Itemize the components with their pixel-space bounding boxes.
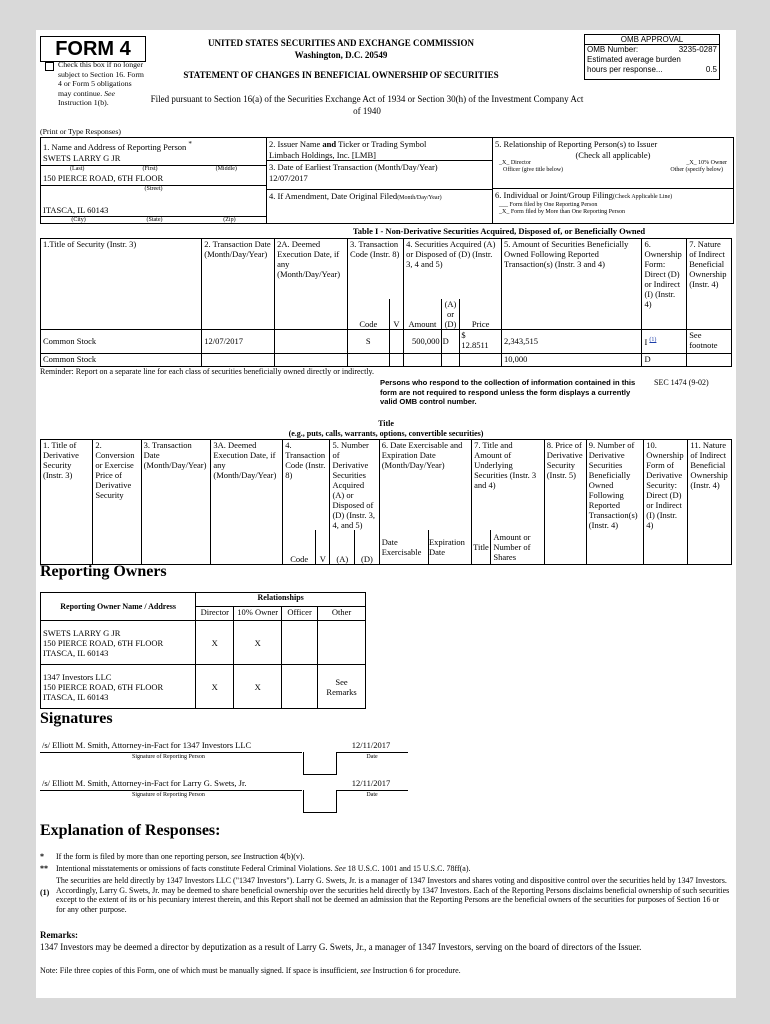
t1-r0-deemed — [275, 329, 348, 353]
t1-r1-price — [460, 353, 502, 366]
sig-line — [40, 790, 302, 791]
owner-0-director: X — [196, 621, 234, 665]
filed-pursuant: Filed pursuant to Section 16(a) of the Securities Exchange Act of 1934 or Section 30(h) of the Investment Company Act of 1940 — [150, 94, 584, 116]
table2 — [40, 439, 732, 565]
form-title: FORM 4 — [55, 38, 131, 60]
remarks-label: Remarks: — [40, 930, 78, 940]
city-address[interactable]: ITASCA, IL 60143 — [43, 204, 109, 215]
sig-line — [40, 752, 302, 753]
t1-code: Code — [347, 299, 389, 330]
note-star-see: see — [231, 852, 242, 861]
note-star — [40, 852, 730, 862]
note-star-mark: * — [40, 852, 44, 861]
amendment-box — [266, 189, 493, 224]
omb-hours-label: hours per response... — [587, 65, 663, 74]
issuer-box — [266, 137, 493, 161]
t1-r0-price-sym: $ — [461, 329, 466, 340]
t2-date-ex: Date Exercisable — [379, 530, 428, 564]
no-longer-subject-checkbox[interactable] — [45, 62, 54, 71]
col-ten-pct: 10% Owner — [234, 607, 282, 621]
t2-h3a: 3A. Deemed Execution Date, if any (Month/Day/Year) — [211, 440, 283, 565]
box4-label-text: 4. If Amendment, Date Original Filed — [269, 191, 398, 201]
box6-label-text: 6. Individual or Joint/Group Filing — [495, 190, 613, 200]
t1-r0-price: 12.8511 — [461, 339, 489, 350]
table1-title: Table I - Non-Derivative Securities Acquired, Disposed of, or Beneficially Owned — [352, 226, 646, 236]
t1-r0-form-cell — [642, 329, 687, 353]
t2-h10: 10. Ownership Form of Derivative Security: Direct (D) or Indirect (I) (Instr. 4) — [644, 440, 688, 565]
sig-line — [336, 790, 408, 791]
owner-1-ten: X — [234, 665, 282, 709]
first-sublabel: (First) — [142, 165, 158, 172]
box1-star: * — [188, 140, 192, 148]
ten-pct-check[interactable]: _X_ 10% Owner — [686, 160, 727, 166]
t1-r0-nature: See footnote — [687, 329, 732, 353]
signature-0-text: /s/ Elliott M. Smith, Attorney-in-Fact for 1347 Investors LLC — [42, 740, 252, 750]
omb-title: OMB APPROVAL — [585, 35, 719, 45]
officer-check[interactable]: Officer (give title below) — [503, 167, 564, 173]
footnote-1-mark: (1) — [40, 888, 50, 897]
t1-r0-code: S — [347, 329, 389, 353]
t1-r1-owned: 10,000 — [501, 353, 641, 366]
check-instr: Instruction 1(b). — [58, 98, 109, 107]
col-other: Other — [318, 607, 366, 621]
box6-label-small: (Check Applicable Line) — [612, 194, 673, 200]
box1-label — [41, 138, 266, 153]
owner-0-city: ITASCA, IL 60143 — [43, 647, 109, 658]
box4-label-small: (Month/Day/Year) — [397, 195, 442, 201]
issuer-name[interactable]: Limbach Holdings, Inc. [LMB] — [269, 150, 376, 160]
owner-1-director: X — [196, 665, 234, 709]
box5-label: 5. Relationship of Reporting Person(s) to Issuer — [495, 139, 658, 149]
reporting-person-name[interactable]: SWETS LARRY G JR — [43, 152, 121, 163]
table2-subtitle: (e.g., puts, calls, warrants, options, convertible securities) — [288, 429, 484, 438]
form-page — [36, 30, 736, 998]
earliest-transaction-date[interactable]: 12/07/2017 — [269, 173, 308, 183]
note-double-star-see: See — [334, 864, 346, 873]
t1-r1-v — [389, 353, 404, 366]
box2-label — [267, 138, 492, 150]
signature-0-date-label: Date — [366, 754, 378, 760]
t2-a: (A) — [330, 530, 355, 564]
middle-sublabel: (Middle) — [215, 165, 237, 172]
t1-r1-deemed — [275, 353, 348, 366]
state-sublabel: (State) — [146, 216, 163, 223]
file-note-b: Instruction 6 for procedure. — [372, 966, 461, 975]
t1-h5: 5. Amount of Securities Beneficially Owned Following Reported Transaction(s) (Instr. 3 and 4) — [501, 239, 641, 330]
other-check[interactable]: Other (specify below) — [670, 167, 723, 173]
footnote-1 — [40, 876, 730, 914]
t1-r1-form: D — [642, 353, 687, 366]
table-row — [41, 353, 732, 366]
no-longer-subject-label — [58, 60, 144, 108]
relationship-box — [492, 137, 734, 189]
t1-h4: 4. Securities Acquired (A) or Disposed of (D) (Instr. 3, 4 and 5) — [404, 239, 502, 299]
agency-city: Washington, D.C. 20549 — [294, 50, 388, 60]
owner-1-address — [41, 665, 196, 709]
director-check[interactable]: _X_ Director — [499, 160, 531, 166]
multi-person-option[interactable]: _X_ Form filed by More than One Reporting Person — [499, 209, 625, 215]
owner-0-other — [318, 621, 366, 665]
t2-h4: 4. Transaction Code (Instr. 8) — [283, 440, 330, 531]
footnote-1-text: The securities are held directly by 1347 Investors LLC ("1347 Investors"). Larry G. Swets, Jr. is a manager of 1347 Investors and shares voting and dispositive control over the securities held by 1347 Investors. Accordingly, Larry G. Swets, Jr. may be deemed to share beneficial ownership over the securities held directly by 1347 Investors. Each of the Reporting Persons disclaims beneficial ownership of such securities except to the extent of its or his pecuniary interest therein, and this Report shall not be deemed an admission that the Reporting Persons are the beneficial owners of the securities for purposes of Section 16 or for any other purpose. — [56, 876, 730, 914]
t2-h11: 11. Nature of Indirect Beneficial Ownership (Instr. 4) — [688, 440, 732, 565]
file-note-a: Note: File three copies of this Form, one of which must be manually signed. If space is insufficient, — [40, 966, 359, 975]
t2-h1: 1. Title of Derivative Security (Instr. 3) — [41, 440, 93, 565]
note-double-star-a: Intentional misstatements or omissions of facts constitute Federal Criminal Violations. — [56, 864, 333, 873]
t1-r1-nature — [687, 353, 732, 366]
t1-r0-title: Common Stock — [41, 329, 202, 353]
city-sublabels — [41, 216, 266, 224]
persons-respond: Persons who respond to the collection of information contained in this form are not required to respond unless the form displays a currently valid OMB control number. — [380, 378, 636, 406]
box5-sub: (Check all applicable) — [575, 150, 651, 160]
omb-number: 3235-0287 — [678, 45, 717, 54]
t2-title-col: Title — [472, 530, 491, 564]
sig-bracket — [303, 752, 337, 775]
col-director: Director — [196, 607, 234, 621]
signature-1-date-label: Date — [366, 792, 378, 798]
box1-label-text: 1. Name and Address of Reporting Person — [43, 141, 187, 152]
t1-h2a: 2A. Deemed Execution Date, if any (Month/Day/Year) — [275, 239, 348, 330]
reporting-owners-heading: Reporting Owners — [40, 563, 167, 580]
col-officer: Officer — [282, 607, 318, 621]
filing-type-box — [492, 188, 734, 224]
agency-name: UNITED STATES SECURITIES AND EXCHANGE COMMISSION — [208, 38, 474, 48]
t1-h3: 3. Transaction Code (Instr. 8) — [347, 239, 403, 299]
check-label-text: Check this box if no longer subject to Section 16. Form 4 or Form 5 obligations may continue. — [58, 60, 144, 98]
omb-hours: 0.5 — [705, 65, 717, 74]
omb-hours-row — [585, 65, 719, 75]
t2-amt-num: Amount or Number of Shares — [491, 530, 544, 564]
t2-h7: 7. Title and Amount of Underlying Securities (Instr. 3 and 4) — [472, 440, 545, 531]
sig-line — [336, 752, 408, 753]
explanation-heading: Explanation of Responses: — [40, 822, 221, 839]
street-sublabel: (Street) — [41, 185, 266, 193]
omb-number-row — [585, 45, 719, 55]
col-owner-name: Reporting Owner Name / Address — [41, 593, 196, 621]
form-title-box — [40, 36, 146, 62]
t1-amount: Amount — [404, 299, 441, 330]
street-address[interactable]: 150 PIERCE ROAD, 6TH FLOOR — [43, 172, 164, 183]
remarks-text: 1347 Investors may be deemed a director by deputization as a result of Larry G. Swets, Jr., a manager of 1347 Investors, serving on the board of directors of the Issuer. — [40, 942, 642, 952]
signature-1-text: /s/ Elliott M. Smith, Attorney-in-Fact for Larry G. Swets, Jr. — [42, 778, 247, 788]
owner-1-other: See Remarks — [318, 665, 366, 709]
zip-sublabel: (Zip) — [223, 216, 236, 223]
last-sublabel: (Last) — [70, 165, 85, 172]
note-double-star — [40, 864, 730, 874]
box4-label — [267, 190, 492, 203]
t1-h2: 2. Transaction Date (Month/Day/Year) — [202, 239, 275, 330]
city-sublabel: (City) — [71, 216, 86, 223]
owner-1-city: ITASCA, IL 60143 — [43, 691, 109, 702]
name-sublabels — [41, 165, 266, 173]
owner-0-address — [41, 621, 196, 665]
table-row — [41, 621, 366, 665]
reporting-owners-table — [40, 592, 366, 709]
t1-h7: 7. Nature of Indirect Beneficial Ownership (Instr. 4) — [687, 239, 732, 330]
t1-r1-date — [202, 353, 275, 366]
note-double-star-b: 18 U.S.C. 1001 and 15 U.S.C. 78ff(a). — [347, 864, 471, 873]
box6-label — [493, 189, 733, 202]
footnote-1-link[interactable]: (1) — [649, 337, 657, 344]
t1-price: Price — [460, 299, 502, 330]
t1-r1-amount — [404, 353, 441, 366]
print-type: (Print or Type Responses) — [40, 127, 121, 136]
t1-r1-code — [347, 353, 389, 366]
owner-0-name: SWETS LARRY G JR — [43, 627, 121, 638]
t2-code: Code — [283, 530, 316, 564]
note-double-star-mark: ** — [40, 864, 48, 873]
t2-d: (D) — [355, 530, 380, 564]
t1-r0-aord: D — [441, 329, 460, 353]
table-row — [41, 329, 732, 353]
t1-r0-price-cell — [460, 329, 502, 353]
t2-h5: 5. Number of Derivative Securities Acquired (A) or Disposed of (D) (Instr. 3, 4, and 5) — [330, 440, 379, 531]
t2-h9: 9. Number of Derivative Securities Beneficially Owned Following Reported Transaction(s) (Instr. 4) — [586, 440, 643, 565]
table2-title: Title — [378, 419, 394, 428]
t1-h1: 1.Title of Security (Instr. 3) — [41, 239, 202, 330]
reporting-person-box — [40, 137, 267, 224]
table-row — [41, 665, 366, 709]
box2-label-b: Ticker or Trading Symbol — [338, 139, 427, 149]
owner-1-name: 1347 Investors LLC — [43, 671, 112, 682]
sig-bracket — [303, 790, 337, 813]
file-note — [40, 966, 730, 976]
t2-exp: Expiration Date — [428, 530, 471, 564]
statement-title: STATEMENT OF CHANGES IN BENEFICIAL OWNERSHIP OF SECURITIES — [183, 70, 499, 80]
owner-1-officer — [282, 665, 318, 709]
owner-0-officer — [282, 621, 318, 665]
t2-h3: 3. Transaction Date (Month/Day/Year) — [141, 440, 211, 565]
signature-1-date: 12/11/2017 — [351, 778, 391, 788]
owner-0-street: 150 PIERCE ROAD, 6TH FLOOR — [43, 637, 164, 648]
t1-r0-form: I — [644, 336, 648, 347]
t1-r1-aord — [441, 353, 460, 366]
signature-1-label: Signature of Reporting Person — [132, 792, 205, 798]
box5-row1 — [493, 160, 733, 167]
t1-r1-title: Common Stock — [41, 353, 202, 366]
t2-v: V — [316, 530, 330, 564]
box2-label-a: 2. Issuer Name — [269, 139, 321, 149]
t1-aord: (A) or (D) — [441, 299, 460, 330]
omb-approval-box — [584, 34, 720, 80]
reminder: Reminder: Report on a separate line for each class of securities beneficially owned directly or indirectly. — [40, 367, 375, 376]
signature-0-label: Signature of Reporting Person — [132, 754, 205, 760]
table1 — [40, 238, 732, 367]
signature-0-date: 12/11/2017 — [351, 740, 391, 750]
t1-h6: 6. Ownership Form: Direct (D) or Indirect (I) (Instr. 4) — [642, 239, 687, 330]
earliest-transaction-box — [266, 160, 493, 190]
t2-h2: 2. Conversion or Exercise Price of Derivative Security — [93, 440, 141, 565]
signatures-heading: Signatures — [40, 710, 113, 727]
signature-block — [40, 738, 410, 818]
t1-r0-v — [389, 329, 404, 353]
owner-0-ten: X — [234, 621, 282, 665]
t2-h8: 8. Price of Derivative Security (Instr. 5) — [544, 440, 586, 565]
box3-label: 3. Date of Earliest Transaction (Month/Day/Year) — [269, 162, 438, 172]
t2-h6: 6. Date Exercisable and Expiration Date (Month/Day/Year) — [379, 440, 471, 531]
box2-label-and: and — [322, 139, 337, 149]
relationships-header: Relationships — [196, 593, 366, 607]
omb-burden: Estimated average burden — [587, 55, 681, 64]
box5-row2 — [493, 167, 733, 174]
one-person-option[interactable]: ___ Form filed by One Reporting Person — [499, 202, 598, 208]
file-note-see: see — [360, 966, 371, 975]
note-star-a: If the form is filed by more than one reporting person, — [56, 852, 230, 861]
t1-r0-date: 12/07/2017 — [202, 329, 275, 353]
t1-r0-amount: 500,000 — [404, 329, 441, 353]
note-star-b: Instruction 4(b)(v). — [243, 852, 305, 861]
check-see: See — [104, 88, 115, 98]
omb-number-label: OMB Number: — [587, 45, 639, 54]
t1-v: V — [389, 299, 404, 330]
sec-code: SEC 1474 (9-02) — [654, 378, 709, 387]
t1-r0-owned: 2,343,515 — [501, 329, 641, 353]
owner-1-street: 150 PIERCE ROAD, 6TH FLOOR — [43, 681, 164, 692]
